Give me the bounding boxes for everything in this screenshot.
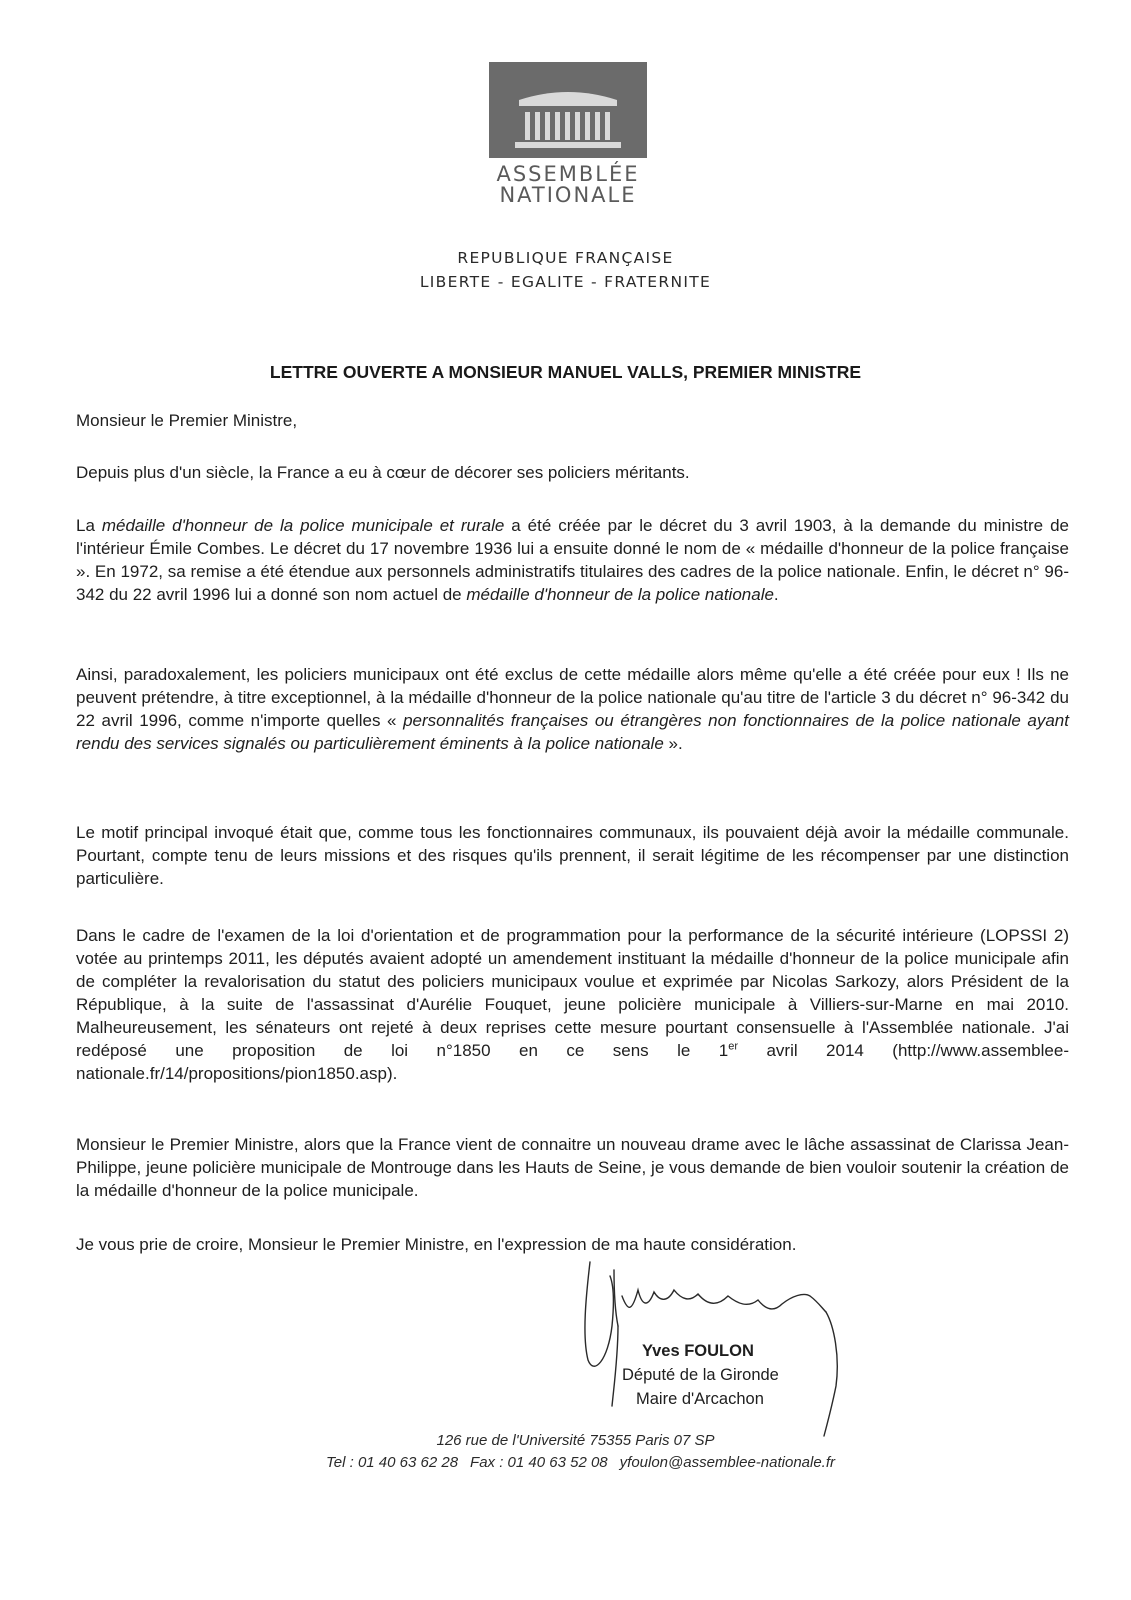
footer-address: 126 rue de l'Université 75355 Paris 07 SP [436, 1432, 715, 1449]
signatory-role-mayor: Maire d'Arcachon [636, 1390, 764, 1408]
footer-tel: Tel : 01 40 63 62 28 [325, 1454, 459, 1471]
logo-line-2: NATIONALE [499, 183, 637, 207]
paragraph-6: Monsieur le Premier Ministre, alors que la France vient de connaitre un nouveau drame avec le lâche assassinat de Clarissa Jean-Philippe, jeune policière municipale de Montrouge dans les Hauts de Seine, je vous demande de bien vouloir soutenir la création de la médaille d'honneur de la police municipale. [76, 1135, 1069, 1200]
paragraph-3: Ainsi, paradoxalement, les policiers municipaux ont été exclus de cette médaille alors même qu'elle a été créée pour eux ! Ils ne peuvent prétendre, à titre exceptionnel, à la médaille d'honneur de la police nationale qu'au titre de l'article 3 du décret n° 96-342 du 22 avril 1996, comme n'importe quelles « personnalités françaises ou étrangères non fonctionnaires de la police nationale ayant rendu des services signalés ou particulièrement éminents à la police nationale ». [76, 665, 1069, 753]
paragraph-4: Le motif principal invoqué était que, comme tous les fonctionnaires communaux, ils pouvaient déjà avoir la médaille communale. Pourtant, compte tenu de leurs missions et des risques qu'ils prennent, il serait légitime de les récompenser par une distinction particulière. [76, 823, 1069, 888]
medal-current-name: médaille d'honneur de la police nationale [466, 585, 774, 604]
closing-formula: Je vous prie de croire, Monsieur le Premier Ministre, en l'expression de ma haute considération. [76, 1235, 797, 1254]
hemicycle-emblem-icon [489, 62, 647, 158]
logo-line-1: ASSEMBLÉE [496, 162, 640, 186]
motto: LIBERTE - EGALITE - FRATERNITE [419, 273, 712, 291]
signatory-name: Yves FOULON [642, 1342, 754, 1360]
decree-quote: personnalités françaises ou étrangères non fonctionnaires de la police nationale ayant rendu des services signalés ou particulièrement éminents à la police nationale [76, 711, 1069, 753]
footer-email: yfoulon@assemblee-nationale.fr [619, 1454, 836, 1471]
salutation: Monsieur le Premier Ministre, [76, 411, 298, 430]
paragraph-2: La médaille d'honneur de la police municipale et rurale a été créée par le décret du 3 avril 1903, à la demande du ministre de l'intérieur Émile Combes. Le décret du 17 novembre 1936 lui a ensuite donné le nom de « médaille d'honneur de la police française ». En 1972, sa remise a été étendue aux personnels administratifs titulaires des cadres de la police nationale. Enfin, le décret n° 96-342 du 22 avril 1996 lui a donné son nom actuel de médaille d'honneur de la police nationale. [76, 516, 1069, 604]
signatory-role-deputy: Député de la Gironde [622, 1366, 779, 1384]
medal-original-name: médaille d'honneur de la police municipale et rurale [101, 516, 505, 535]
paragraph-1: Depuis plus d'un siècle, la France a eu à cœur de décorer ses policiers méritants. [76, 463, 690, 482]
paragraph-5: Dans le cadre de l'examen de la loi d'orientation et de programmation pour la performance de la sécurité intérieure (LOPSSI 2) votée au printemps 2011, les députés avaient adopté un amendement instituant la médaille d'honneur de la police municipale afin de compléter la revalorisation du statut des policiers municipaux voulue et exprimée par Nicolas Sarkozy, alors Président de la République, à la suite de l'assassinat d'Aurélie Fouquet, jeune policière municipale à Villiers-sur-Marne en mai 2010. Malheureusement, les sénateurs ont rejeté à deux reprises cette mesure pourtant consensuelle à l'Assemblée nationale. J'ai redéposé une proposition de loi n°1850 en ce sens le 1er avril 2014 (http://www.assemblee-nationale.fr/14/propositions/pion1850.asp). [76, 926, 1069, 1083]
republic-heading: REPUBLIQUE FRANÇAISE [457, 249, 674, 267]
footer-contact [0, 1452, 1131, 1474]
assemblee-nationale-logo [487, 62, 649, 206]
footer-fax: Fax : 01 40 63 52 08 [470, 1454, 608, 1471]
letter-title: LETTRE OUVERTE A MONSIEUR MANUEL VALLS, PREMIER MINISTRE [269, 362, 862, 382]
